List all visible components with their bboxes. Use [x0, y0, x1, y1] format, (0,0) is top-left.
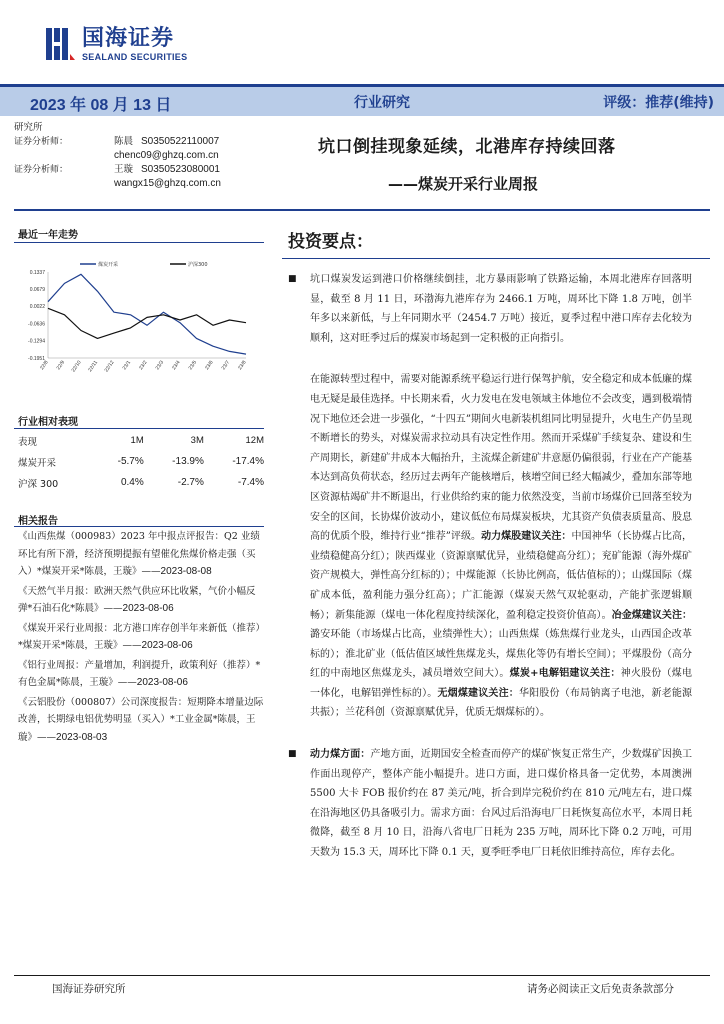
- analyst-row: [14, 149, 264, 163]
- row-label: 煤炭开采: [18, 457, 57, 469]
- y-tick-label: -0.0636: [28, 321, 45, 328]
- table-cell: -7.4%: [237, 477, 264, 488]
- bullet-paragraph: ■ 坑口煤炭发运到港口价格继续倒挂，北方暴雨影响了铁路运输，本周北港库存回落明显，截至 8 月 11 日，环渤海九港库存为 2466.1 万吨，周环比下降 1.8 万吨，创半年多以来新低，与上年同期水平（2454.7 万吨）接近，夏季过程中港口库存去化较为顺利，这对旺季过后的煤炭市场起到一定积极的正向指引。: [288, 270, 692, 348]
- list-item[interactable]: [18, 583, 264, 618]
- chart-series: [48, 274, 246, 354]
- paragraph-text: 潞安环能（市场煤占比高，业绩弹性大）；山西焦煤（炼焦煤行业龙头，山西国企改革标的）；淮北矿业（低估值区域性焦煤龙头，煤焦化等仍有增长空间）；平煤股份（高分红的中南地区焦煤龙头，减员增效空间大）。: [310, 629, 692, 680]
- logo-mark-icon: [44, 24, 76, 64]
- section-divider: [14, 526, 264, 527]
- report-date: 2023-08-06: [136, 677, 188, 688]
- highlight-label: 动力煤股建议关注：: [481, 531, 572, 543]
- y-tick-label: 0.1337: [29, 269, 45, 276]
- report-link[interactable]: 《煤炭开采行业周报：北方港口库存创半年来新低（推荐）*煤炭开采*陈晨，王璇》——: [18, 622, 261, 651]
- report-date: 2023-08-03: [56, 731, 108, 743]
- report-date: 2023-08-06: [141, 640, 193, 651]
- x-tick-label: 22/10: [70, 359, 83, 374]
- header-divider: [14, 209, 710, 211]
- logo-english: SEALAND SECURITIES: [82, 52, 188, 62]
- table-cell: 0.4%: [120, 477, 144, 488]
- analyst-block: [14, 121, 264, 191]
- y-tick-label: 0.0679: [29, 287, 45, 294]
- x-tick-label: 23/4: [171, 359, 182, 372]
- logo-chinese: 国海证券: [82, 26, 175, 51]
- list-item[interactable]: [18, 657, 264, 692]
- analyst-label: 证券分析师：: [14, 165, 69, 175]
- paragraph-text: 在能源转型过程中，需要对能源系统平稳运行进行保驾护航，安全稳定和成本低廉的煤电无疑是最佳选择。中长期来看，火力发电在发电领域主体地位不会改变，遇到极端情况下地位还会进一步强化，“十四五”期间火电新装机组同比明显提升，火电生产仍呈现不断增长的势头，对煤炭需求拉动具有决定性作用。然而开采煤矿手续复杂、建设和生产周期长，新建矿井成本大幅抬升，主流煤企新建矿井意愿仍偏很弱，行业在产产能基本达到高负荷状态，经历过去两年产能核增后，核增空间已经大幅减少，叠加东部等地区资源枯竭矿井不断退出，行业供给约束的能力依然没变，当前市场煤价已回落至较为安全的区间，长协煤价波动小，建议低位布局煤炭板块，尤其资产负债表质量高、股息高的优质个股，维持行业“推荐”评级。: [310, 374, 692, 543]
- trend-chart: [14, 250, 264, 380]
- highlight-label: 动力煤方面：: [310, 749, 371, 761]
- rating: 评级：推荐(维持): [603, 95, 714, 111]
- performance-table: [18, 430, 264, 493]
- report-date: 2023-08-08: [160, 566, 212, 577]
- legend-label-hs300: 沪深300: [188, 262, 208, 268]
- table-row: [18, 451, 264, 472]
- key-points-body: [288, 270, 692, 885]
- analyst-cert: S0350522110007: [141, 136, 220, 147]
- report-subtitle: ——煤炭开采行业周报: [388, 175, 539, 193]
- x-tick-label: 23/2: [138, 359, 149, 372]
- legend-label-coal: 煤炭开采: [98, 262, 119, 268]
- footer-org: 国海证券研究所: [52, 983, 126, 995]
- x-tick-label: 22/11: [87, 359, 100, 374]
- report-link[interactable]: 《铝行业周报：产量增加，利润提升，政策利好（推荐）*有色金属*陈晨，王璇》——: [18, 659, 261, 688]
- analyst-row: [14, 135, 264, 149]
- report-link[interactable]: 《云铝股份（000807）公司深度报告：短期降本增量边际改善，长期绿电铝优势明显（买入）*工业金属*陈晨，王璇》——: [18, 696, 264, 743]
- report-link[interactable]: 《天然气半月报：欧洲天然气供应环比收紧，气价小幅反弹*石油石化*陈晨》——: [18, 585, 256, 614]
- paragraph-text: 中国神华（长协煤占比高，业绩稳健高分红）；陕西煤业（资源禀赋优异，业绩稳健高分红）；兖矿能源（海外煤矿资产规模大，弹性高分红标的）；中煤能源（长协比例高，低估值标的）；山煤国际（煤矿成本低，盈利能力强分红高）；广汇能源（煤炭天然气双轮驱动，产能扩张逻辑顺畅）；新集能源（煤电一体化程度持续深化，盈利稳定投资价值高）。: [310, 531, 692, 621]
- x-tick-label: 23/5: [187, 359, 199, 372]
- analyst-cert: S0350523080001: [141, 164, 220, 175]
- company-logo: [44, 22, 187, 66]
- table-cell: -5.7%: [117, 456, 144, 467]
- series-line-hs300: [48, 308, 246, 338]
- table-cell: -13.9%: [172, 456, 204, 467]
- chart-legend: [80, 261, 208, 268]
- key-points-heading: 投资要点：: [288, 232, 373, 252]
- report-info-bar: [0, 84, 724, 116]
- y-tick-label: -0.1294: [28, 338, 45, 345]
- bullet-paragraph: [288, 745, 692, 863]
- analyst-row: [14, 163, 264, 177]
- chart-yaxis: [28, 270, 45, 362]
- section-divider: [14, 242, 264, 243]
- x-tick-label: 23/7: [220, 359, 232, 372]
- highlight-label: 冶金煤建议关注：: [611, 609, 693, 621]
- table-cell: -2.7%: [177, 477, 204, 488]
- footer-divider: [14, 975, 710, 976]
- x-tick-label: 23/6: [204, 359, 215, 372]
- column-header: 3M: [190, 435, 204, 446]
- list-item[interactable]: [18, 694, 264, 747]
- column-header: 1M: [130, 435, 144, 446]
- list-item[interactable]: [18, 620, 264, 655]
- column-header: 表现: [18, 436, 38, 448]
- paragraph-text: 神火股份（煤电一体化，电解铝弹性标的）。: [310, 668, 693, 699]
- analyst-email[interactable]: wangx15@ghzq.com.cn: [114, 178, 221, 189]
- section-divider: [282, 258, 710, 259]
- y-tick-label: 0.0022: [29, 304, 45, 311]
- analyst-name: 陈晨: [114, 136, 134, 147]
- analyst-row: [14, 177, 264, 191]
- chart-grid: [48, 272, 246, 358]
- section-divider: [14, 428, 264, 429]
- column-header: 12M: [245, 435, 264, 446]
- trend-heading: 最近一年走势: [18, 230, 78, 241]
- table-header-row: [18, 430, 264, 451]
- y-tick-label: -0.1951: [28, 355, 45, 362]
- analyst-name: 王璇: [114, 164, 134, 175]
- highlight-label: 煤炭+电解铝建议关注：: [509, 668, 621, 680]
- table-row: [18, 472, 264, 493]
- x-tick-label: 22/9: [55, 359, 67, 372]
- performance-heading: 行业相对表现: [18, 417, 78, 428]
- related-heading: 相关报告: [18, 516, 58, 527]
- analyst-label: 证券分析师：: [14, 137, 69, 147]
- report-date: 2023-08-06: [122, 603, 174, 614]
- table-cell: -17.4%: [232, 456, 264, 467]
- report-date: 2023 年 08 月 13 日: [30, 97, 172, 114]
- research-org: 研究所: [14, 122, 43, 133]
- paragraph: [288, 370, 692, 723]
- x-tick-label: 22/12: [103, 359, 116, 374]
- series-line-coal: [48, 274, 246, 354]
- x-tick-label: 23/3: [154, 359, 166, 372]
- x-tick-label: 23/1: [121, 359, 133, 372]
- related-reports-list: [18, 528, 264, 748]
- list-item[interactable]: [18, 528, 264, 581]
- chart-xaxis: [39, 360, 248, 374]
- paragraph-text: 产地方面，近期国安全检查而停产的煤矿恢复正常生产，少数煤矿因换工作面出现停产，整体产能小幅提升。进口方面，进口煤价格具备一定优势，本周澳洲 5500 大卡 FOB 报价约在 87 美元/吨，折合到岸完税价约在 810 元/吨左右，进口煤在沿海地区仍具备吸引力。需求方面：台风过后沿海电厂日耗恢复高位水平，本周日耗微降，截至 8 月 10 日，沿海八省电厂日耗为 235 万吨，周环比下降 0.2 万吨，可用天数为 15.3 天，周环比下降 0.1 天，夏季旺季电厂日耗依旧维持高位，库存去化。: [310, 749, 692, 859]
- x-tick-label: 22/8: [39, 359, 50, 372]
- report-link[interactable]: 《山西焦煤（000983）2023 年中报点评报告：Q2 业绩环比有所下滑，经济预期提振有望催化焦煤价格走强（买入）*煤炭开采*陈晨，王璇》——: [18, 531, 260, 577]
- report-type: 行业研究: [354, 95, 410, 111]
- footer-disclaimer: 请务必阅读正文后免责条款部分: [527, 983, 674, 995]
- analyst-email[interactable]: chenc09@ghzq.com.cn: [114, 150, 219, 161]
- paragraph-text: 华阳股份（布局钠离子电池，新老能源共振）；兰花科创（资源禀赋优异，优质无烟煤标的）。: [310, 687, 693, 719]
- x-tick-label: 23/8: [237, 359, 248, 372]
- row-label: 沪深 300: [18, 478, 59, 490]
- report-title: 坑口倒挂现象延续，北港库存持续回落: [318, 137, 616, 157]
- highlight-label: 无烟煤建议关注：: [437, 687, 519, 699]
